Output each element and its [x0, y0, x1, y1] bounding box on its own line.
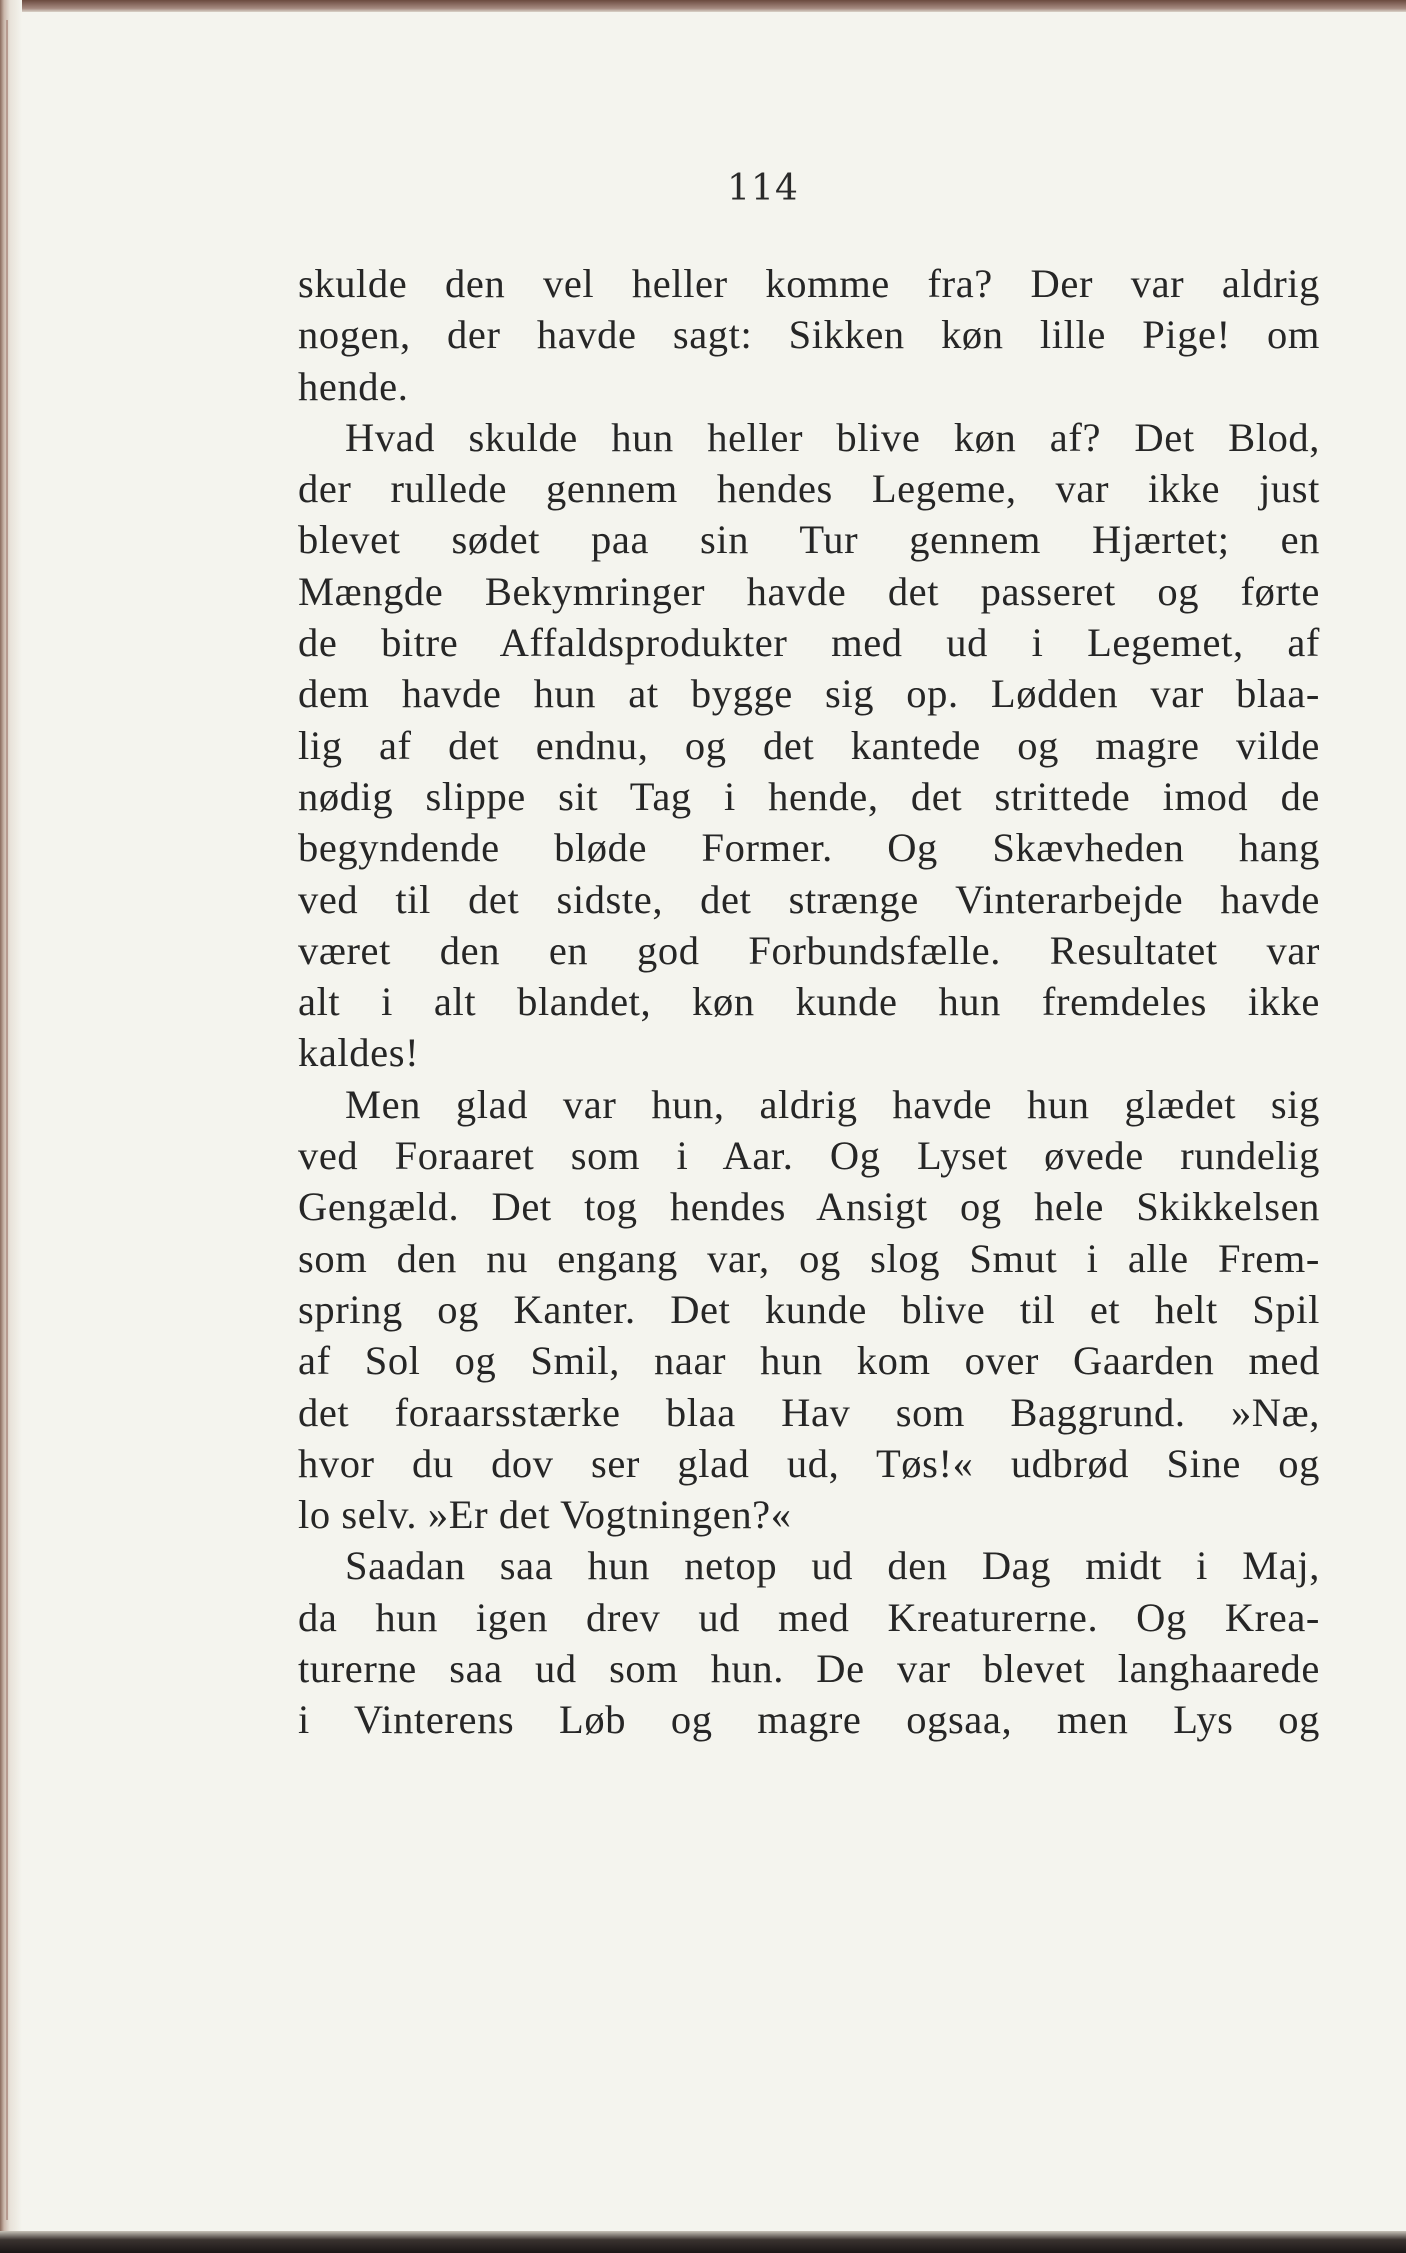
text-line: Men glad var hun, aldrig havde hun glædet sig — [345, 1081, 1320, 1127]
body-text — [298, 258, 1320, 1746]
text-line: blevet sødet paa sin Tur gennem Hjærtet; en — [298, 517, 1320, 563]
text-line: lo selv. »Er det Vogtningen?« — [298, 1492, 792, 1538]
text-line: Mængde Bekymringer havde det passeret og førte — [298, 568, 1320, 614]
text-line: da hun igen drev ud med Kreaturerne. Og Krea- — [298, 1594, 1320, 1640]
text-line: nogen, der havde sagt: Sikken køn lille Pige! om — [298, 312, 1320, 358]
text-line: dem havde hun at bygge sig op. Lødden var blaa- — [298, 671, 1320, 717]
text-line: været den en god Forbundsfælle. Resultatet var — [298, 927, 1320, 973]
text-line: Saadan saa hun netop ud den Dag midt i Maj, — [345, 1543, 1320, 1589]
text-line: hvor du dov ser glad ud, Tøs!« udbrød Sine og — [298, 1440, 1320, 1486]
text-line: af Sol og Smil, naar hun kom over Gaarden med — [298, 1338, 1320, 1384]
text-line: hende. — [298, 363, 409, 409]
page-top-edge — [0, 0, 1406, 12]
text-line: de bitre Affaldsprodukter med ud i Legemet, af — [298, 620, 1320, 666]
text-line: kaldes! — [298, 1030, 420, 1076]
text-line: som den nu engang var, og slog Smut i alle Frem- — [298, 1235, 1320, 1281]
text-line: det foraarsstærke blaa Hav som Baggrund. »Næ, — [298, 1389, 1320, 1435]
page-number: 114 — [727, 168, 799, 209]
text-line: turerne saa ud som hun. De var blevet langhaarede — [298, 1646, 1320, 1692]
text-line: i Vinterens Løb og magre ogsaa, men Lys og — [298, 1697, 1320, 1743]
text-line: skulde den vel heller komme fra? Der var aldrig — [298, 261, 1320, 306]
text-line: der rullede gennem hendes Legeme, var ikke just — [298, 466, 1320, 512]
text-line: nødig slippe sit Tag i hende, det strittede imod de — [298, 773, 1320, 819]
text-line: alt i alt blandet, køn kunde hun fremdeles ikke — [298, 979, 1320, 1025]
text-line: begyndende bløde Former. Og Skævheden hang — [298, 825, 1320, 871]
page-bottom-edge — [0, 2231, 1406, 2253]
text-line: Gengæld. Det tog hendes Ansigt og hele Skikkelsen — [298, 1184, 1320, 1230]
text-line: spring og Kanter. Det kunde blive til et helt Spil — [298, 1286, 1320, 1332]
text-line: Hvad skulde hun heller blive køn af? Det Blod, — [345, 414, 1320, 460]
text-line: lig af det endnu, og det kantede og magre vilde — [298, 722, 1320, 768]
page-binding-edge — [0, 0, 22, 2253]
text-line: ved Foraaret som i Aar. Og Lyset øvede rundelig — [298, 1133, 1320, 1179]
text-line: ved til det sidste, det strænge Vinterarbejde havde — [298, 876, 1320, 922]
